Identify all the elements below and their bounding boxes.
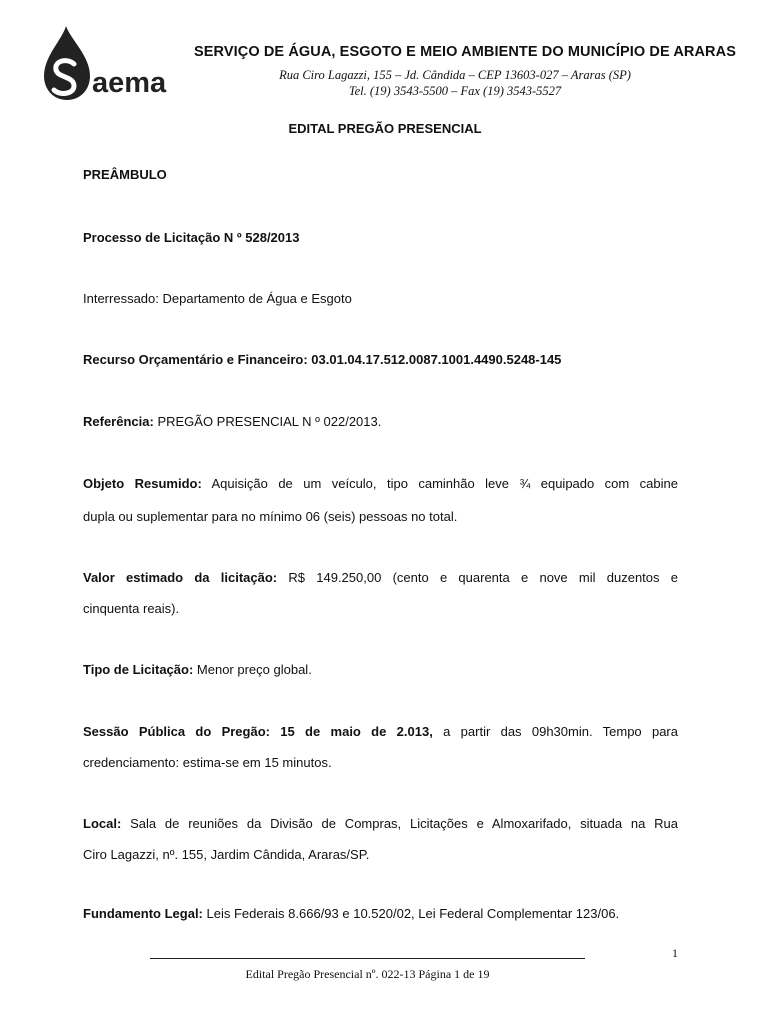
document-title: EDITAL PREGÃO PRESENCIAL — [288, 121, 482, 136]
organization-address: Rua Ciro Lagazzi, 155 – Jd. Cândida – CEP 13603-027 – Araras (SP) — [279, 68, 631, 82]
tipo-value: Menor preço global. — [196, 662, 312, 677]
sessao-line-1 — [83, 724, 678, 740]
referencia-value: PREGÃO PRESENCIAL N º 022/2013. — [157, 414, 382, 429]
preambulo-heading: PREÂMBULO — [83, 167, 167, 182]
recurso-orcamentario: Recurso Orçamentário e Financeiro: 03.01.04.17.512.0087.1001.4490.5248-145 — [83, 352, 562, 367]
sessao-text-1: a partir das 09h30min. Tempo para — [443, 724, 678, 739]
fundamento-value: Leis Federais 8.666/93 e 10.520/02, Lei Federal Complementar 123/06. — [206, 906, 620, 921]
organization-name: SERVIÇO DE ÁGUA, ESGOTO E MEIO AMBIENTE DO MUNICÍPIO DE ARARAS — [194, 44, 736, 60]
organization-phone: Tel. (19) 3543-5500 – Fax (19) 3543-5527 — [348, 84, 562, 98]
sessao-label: Sessão Pública do Pregão: 15 de maio de 2.013, — [83, 724, 433, 739]
valor-label: Valor estimado da licitação: — [83, 570, 278, 585]
objeto-label: Objeto Resumido: — [83, 476, 202, 491]
saema-logo — [40, 26, 180, 104]
fundamento-legal — [83, 906, 678, 922]
tipo-licitacao — [83, 662, 678, 678]
page-number: 1 — [672, 946, 678, 960]
valor-text-1: R$ 149.250,00 (cento e quarenta e nove mil duzentos e — [288, 570, 678, 585]
local-line-2: Ciro Lagazzi, nº. 155, Jardim Cândida, Araras/SP. — [83, 847, 370, 862]
local-label: Local: — [83, 816, 122, 831]
objeto-text-1: Aquisição de um veículo, tipo caminhão leve ¾ equipado com cabine — [211, 476, 678, 491]
local-text-1: Sala de reuniões da Divisão de Compras, Licitações e Almoxarifado, situada na Rua — [130, 816, 678, 831]
local-line-1 — [83, 816, 678, 832]
objeto-line-2: dupla ou suplementar para no mínimo 06 (seis) pessoas no total. — [83, 509, 458, 524]
processo-licitacao: Processo de Licitação N º 528/2013 — [83, 230, 300, 245]
referencia — [83, 414, 678, 430]
fundamento-label: Fundamento Legal: — [83, 906, 203, 921]
interessado: Interressado: Departamento de Água e Esgoto — [83, 291, 352, 306]
logo-text: aema — [92, 67, 167, 99]
referencia-label: Referência: — [83, 414, 154, 429]
objeto-line-1 — [83, 476, 678, 492]
footer-text: Edital Pregão Presencial nº. 022-13 Página 1 de 19 — [245, 967, 490, 981]
sessao-line-2: credenciamento: estima-se em 15 minutos. — [83, 755, 332, 770]
valor-line-2: cinquenta reais). — [83, 601, 180, 616]
footer-divider — [150, 958, 585, 959]
tipo-label: Tipo de Licitação: — [83, 662, 194, 677]
valor-line-1 — [83, 570, 678, 586]
